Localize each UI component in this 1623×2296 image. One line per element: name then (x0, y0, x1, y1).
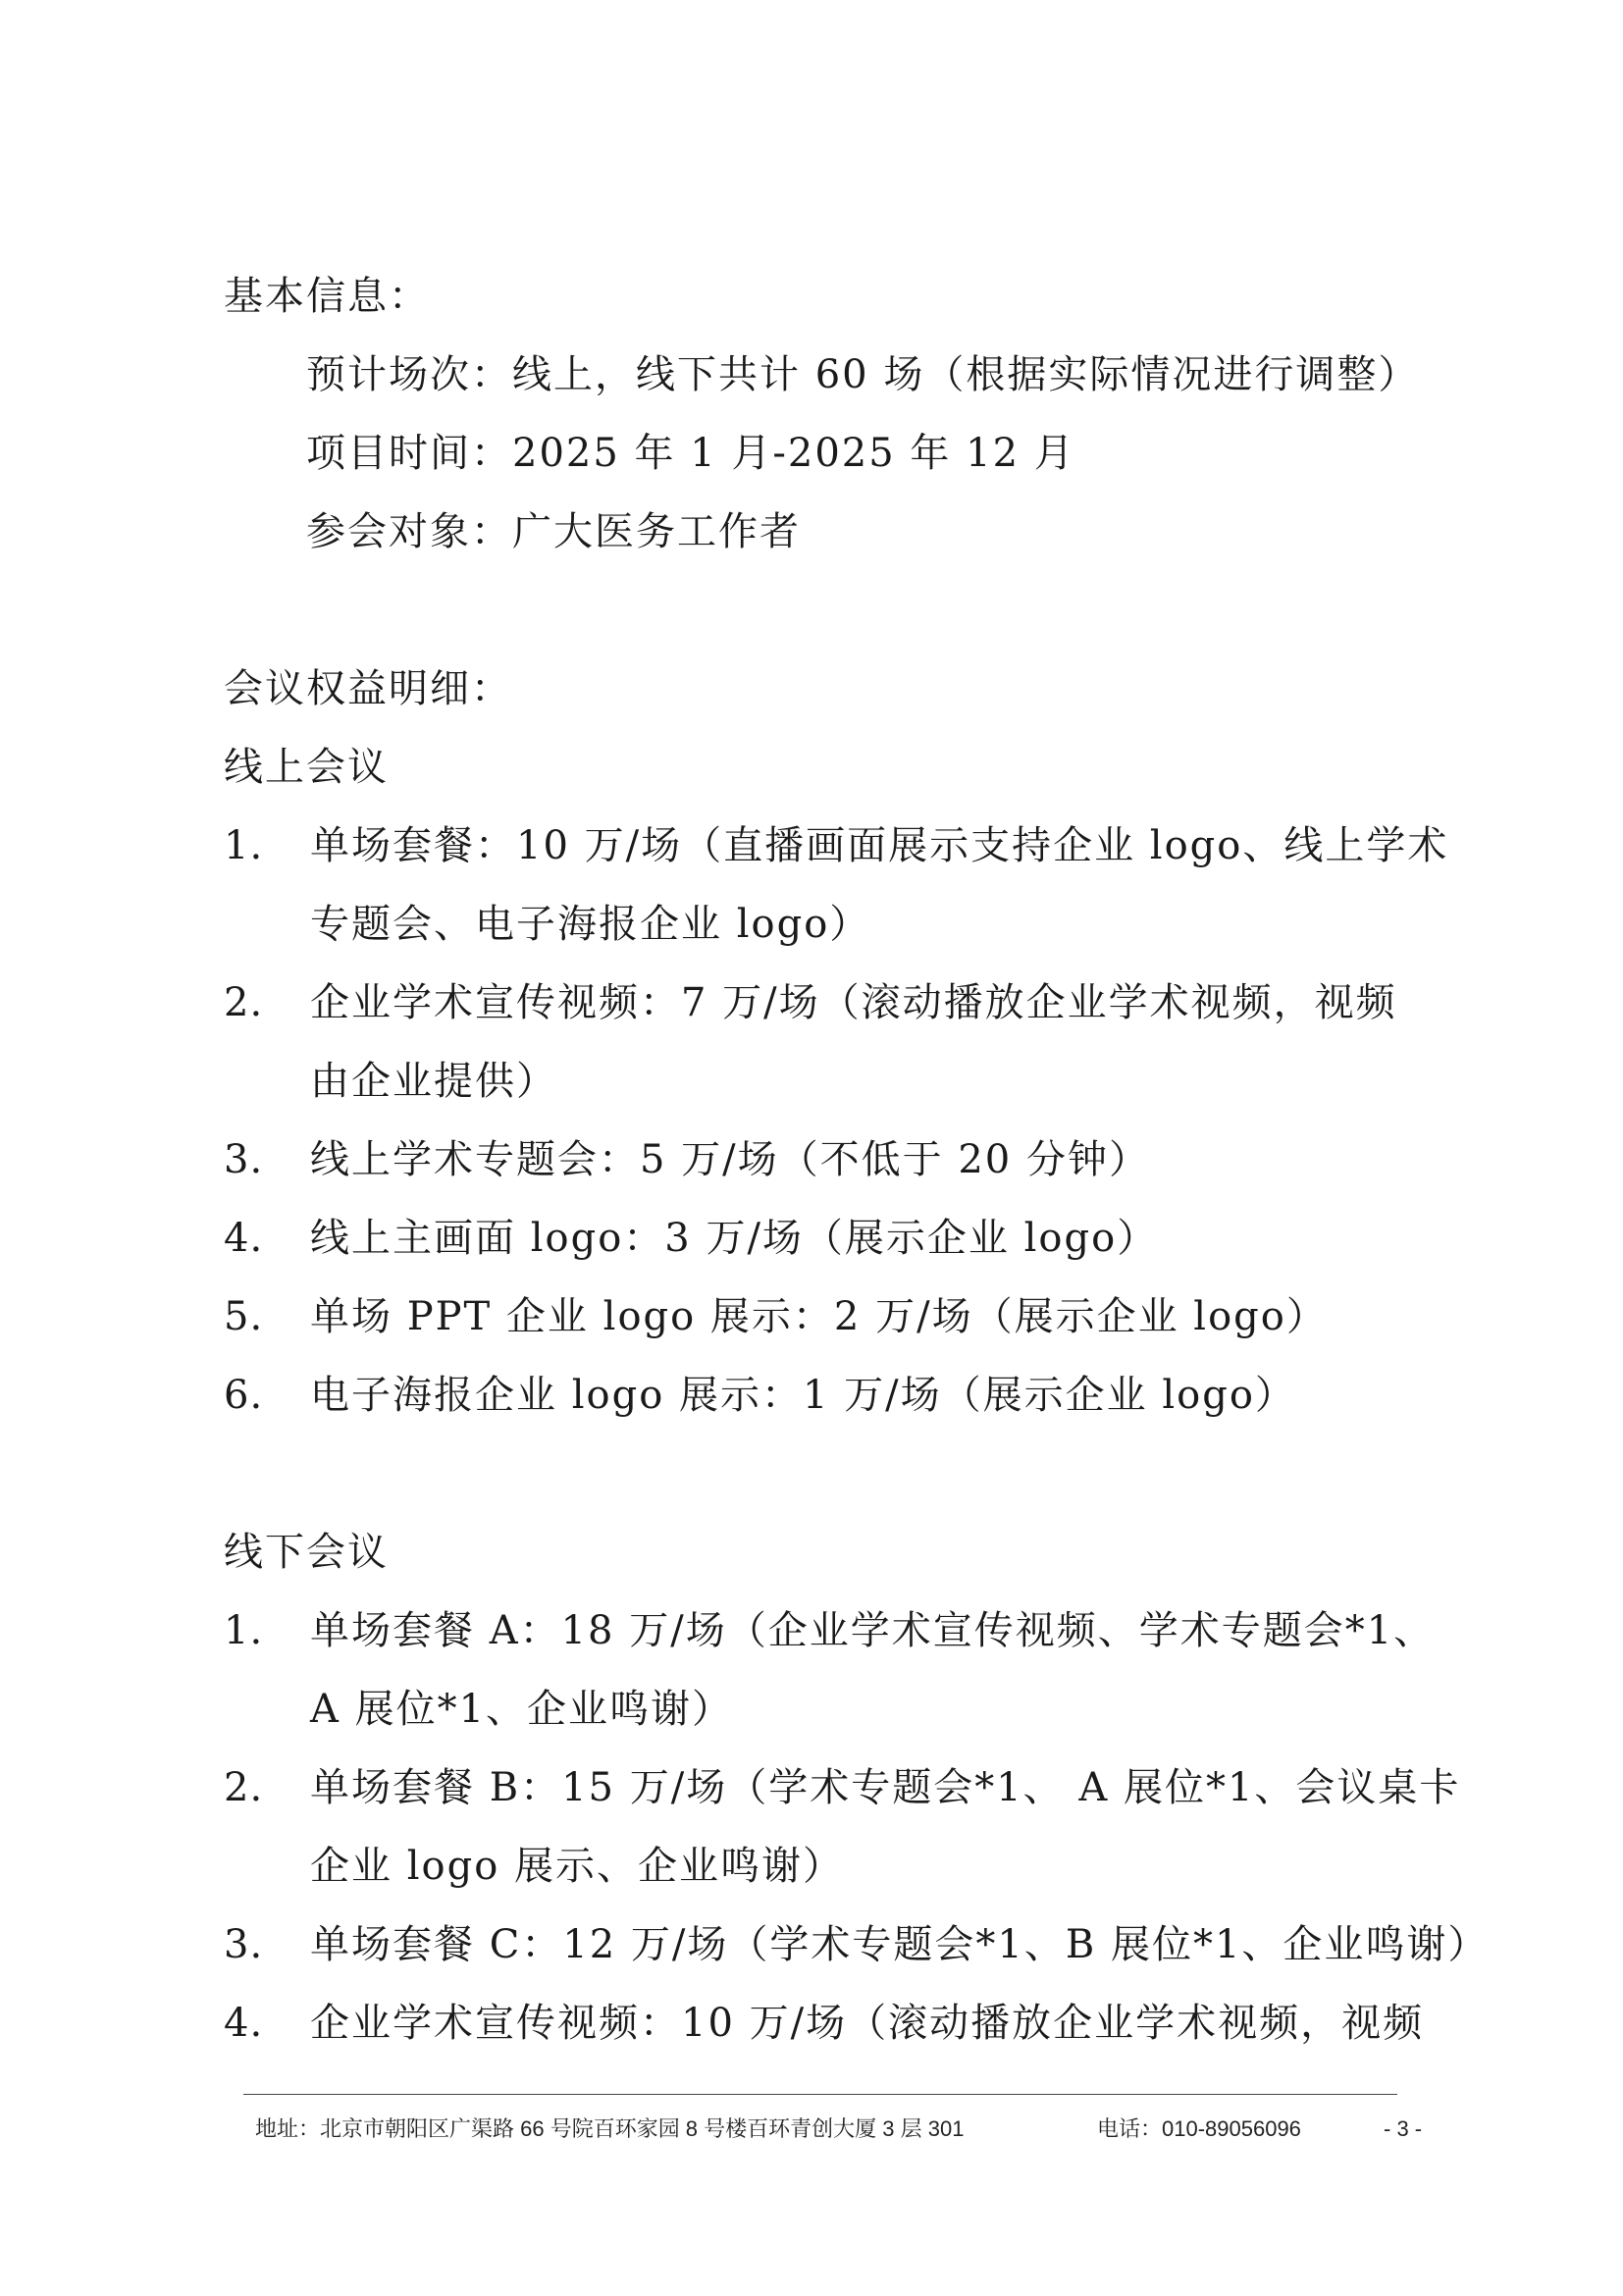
offline-item-3-line-1: 单场套餐 C：12 万/场（学术专题会*1、B 展位*1、企业鸣谢） (310, 1922, 1490, 1967)
audience-text: 参会对象：广大医务工作者 (306, 509, 801, 554)
offline-item-2-number: 2. (224, 1765, 264, 1810)
online-item-2-line-1: 企业学术宣传视频：7 万/场（滚动播放企业学术视频，视频 (310, 980, 1397, 1025)
online-item-6-line-1: 电子海报企业 logo 展示：1 万/场（展示企业 logo） (310, 1373, 1296, 1418)
online-item-5-number: 5. (224, 1294, 264, 1339)
offline-item-1-line-2: A 展位*1、企业鸣谢） (310, 1687, 734, 1732)
page-number: - 3 - (1384, 2116, 1423, 2141)
online-item-4-line-1: 线上主画面 logo：3 万/场（展示企业 logo） (310, 1216, 1159, 1261)
offline-item-3-number: 3. (224, 1922, 264, 1967)
online-heading: 线上会议 (224, 745, 389, 790)
online-item-6-number: 6. (224, 1373, 264, 1418)
online-item-1-number: 1. (224, 823, 264, 868)
offline-item-2-line-2: 企业 logo 展示、企业鸣谢） (310, 1844, 844, 1889)
offline-item-2-line-1: 单场套餐 B：15 万/场（学术专题会*1、 A 展位*1、会议桌卡 (310, 1765, 1461, 1810)
online-item-5-line-1: 单场 PPT 企业 logo 展示：2 万/场（展示企业 logo） (310, 1294, 1328, 1339)
online-item-4-number: 4. (224, 1216, 264, 1261)
period-text: 项目时间：2025 年 1 月-2025 年 12 月 (306, 431, 1075, 476)
footer-divider (243, 2094, 1397, 2095)
online-item-2-number: 2. (224, 980, 264, 1025)
online-item-3-number: 3. (224, 1137, 264, 1182)
online-item-3-line-1: 线上学术专题会：5 万/场（不低于 20 分钟） (310, 1137, 1150, 1182)
offline-item-4-line-1: 企业学术宣传视频：10 万/场（滚动播放企业学术视频，视频 (310, 2001, 1425, 2046)
offline-item-1-number: 1. (224, 1608, 264, 1653)
benefits-heading: 会议权益明细： (224, 666, 512, 711)
basic-info-heading: 基本信息： (224, 274, 430, 319)
online-item-2-line-2: 由企业提供） (310, 1059, 557, 1104)
footer-address: 地址：北京市朝阳区广渠路 66 号院百环家园 8 号楼百环青创大厦 3 层 301 (255, 2116, 965, 2141)
offline-item-4-number: 4. (224, 2001, 264, 2046)
sessions-text: 预计场次：线上，线下共计 60 场（根据实际情况进行调整） (306, 352, 1420, 397)
offline-item-1-line-1: 单场套餐 A：18 万/场（企业学术宣传视频、学术专题会*1、 (310, 1608, 1436, 1653)
online-item-1-line-2: 专题会、电子海报企业 logo） (310, 902, 871, 947)
offline-heading: 线下会议 (224, 1530, 389, 1575)
online-item-1-line-1: 单场套餐：10 万/场（直播画面展示支持企业 logo、线上学术 (310, 823, 1449, 868)
footer-phone: 电话：010-89056096 (1097, 2116, 1301, 2141)
